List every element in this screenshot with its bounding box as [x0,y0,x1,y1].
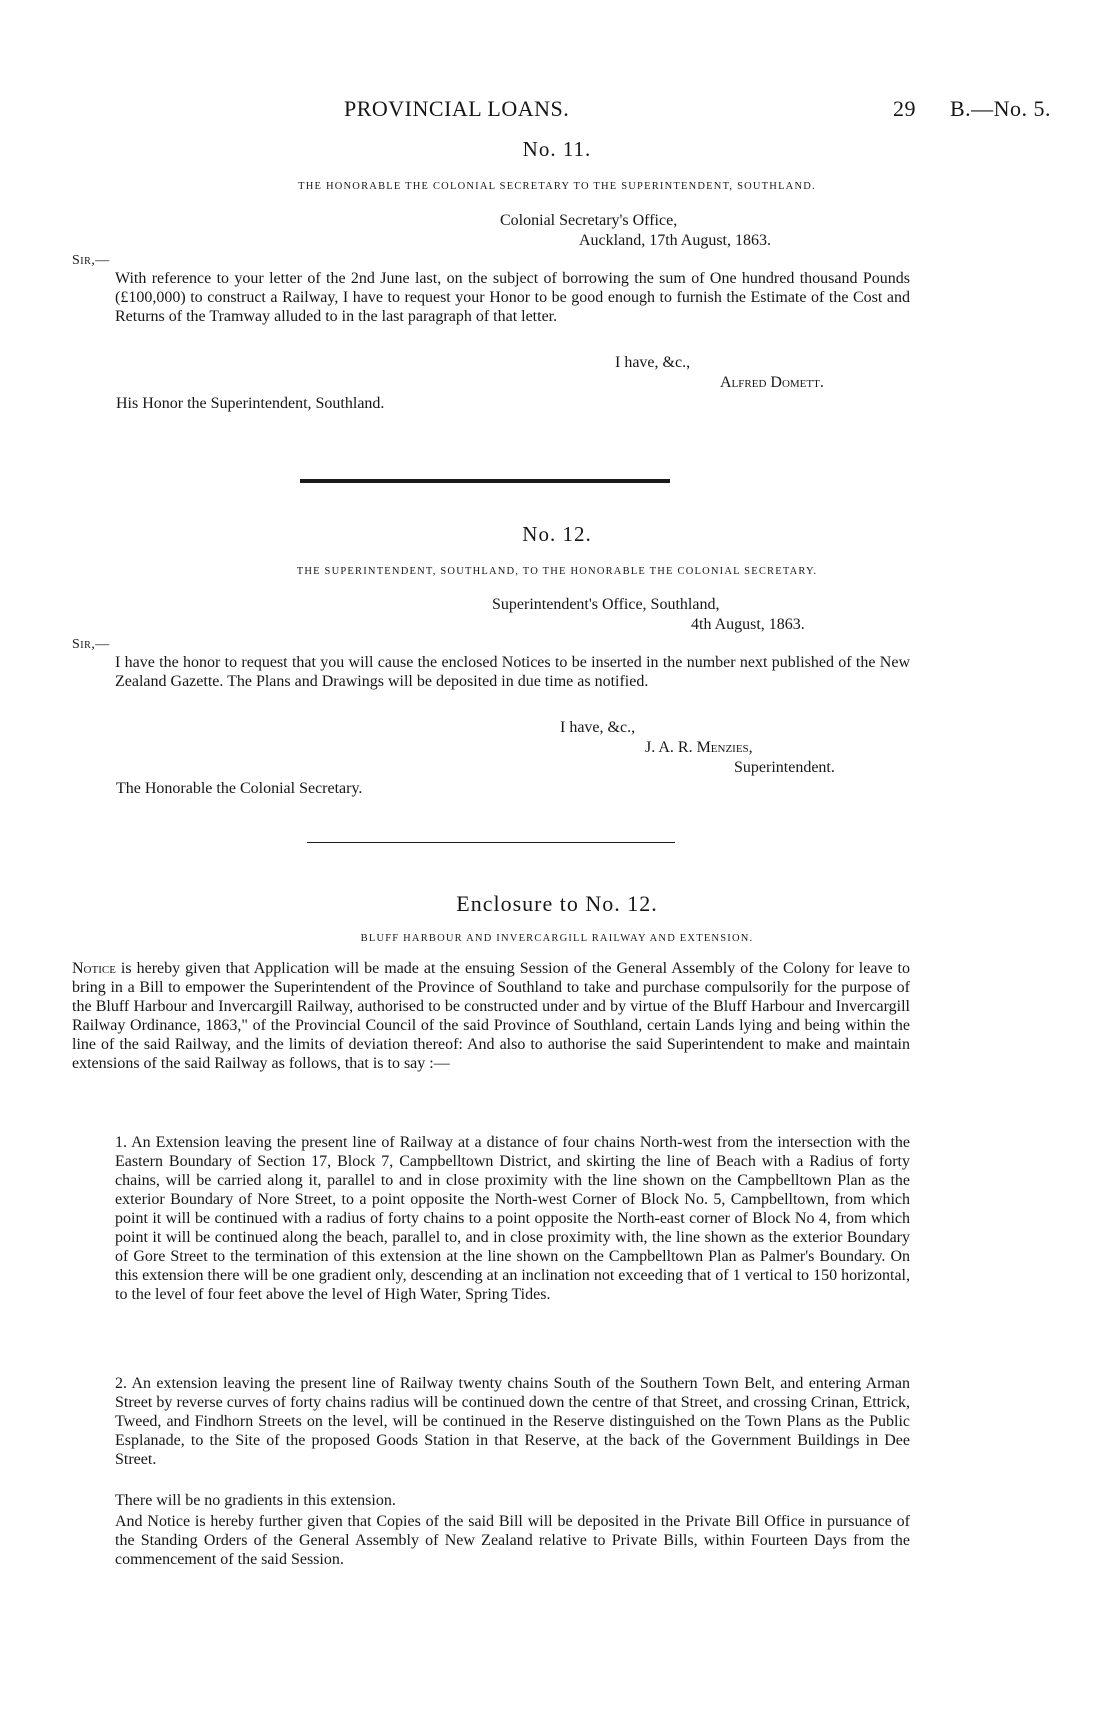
enclosure-caption: BLUFF HARBOUR AND INVERCARGILL RAILWAY AND EXTENSION. [360,933,754,944]
addressee: The Honorable the Colonial Secretary. [116,780,363,797]
signature-title: Superintendent. [734,759,835,776]
closing: I have, &c., [560,719,636,736]
enclosure-title: Enclosure to No. 12. [456,891,658,916]
extension-item-2: 2. An extension leaving the present line of Railway twenty chains South of the Southern Town Belt, and entering Arman Street by reverse curves of forty chains radius will be continued down the centre of that Street, and crossing Crinan, Ettrick, Tweed, and Findhorn Streets on the level, will be continued in the Reserve distinguished on the Town Plans as the Public Esplanade, to the Site of the proposed Goods Station in that Reserve, at the back of the Government Buildings in Dee Street. [115,1375,910,1468]
sender-office: Colonial Secretary's Office, [500,212,678,229]
letter-number: No. 12. [522,522,592,546]
closing: I have, &c., [615,354,691,371]
letter-caption: THE HONORABLE THE COLONIAL SECRETARY TO THE SUPERINTENDENT, SOUTHLAND. [298,181,816,192]
letter-caption: THE SUPERINTENDENT, SOUTHLAND, TO THE HONORABLE THE COLONIAL SECRETARY. [296,566,818,577]
letter-date: Auckland, 17th August, 1863. [579,232,771,249]
section-divider-thick [300,479,670,483]
notice-lead: Notice [72,960,116,977]
addressee: His Honor the Superintendent, Southland. [116,395,385,412]
extension-item-1: 1. An Extension leaving the present line of Railway at a distance of four chains North-west from the intersection with the Eastern Boundary of Section 17, Block 7, Campbelltown District, and skirting the line of Beach with a Radius of forty chains, will be carried along it, parallel to and in close proximity with the line shown on the Campbelltown Plan as the exterior Boundary of Nore Street, to a point opposite the North-west Corner of Block No. 5, Campbelltown, from which point it will be continued with a radius of forty chains to a point opposite the North-east corner of Block No 4, from which point it will be continued along the beach, parallel to, and in close proximity with, the line shown as the exterior Boundary of Gore Street to the termination of this extension at the line shown on the Campbelltown Plan as Palmer's Boundary. On this extension there will be one gradient only, descending at an inclination not exceeding that of 1 vertical to 150 horizontal, to the level of four feet above the level of High Water, Spring Tides. [115,1134,910,1303]
letter-body: I have the honor to request that you will cause the enclosed Notices to be inserted in the number next published of the New Zealand Gazette. The Plans and Drawings will be deposited in due time as notified. [115,654,910,690]
salutation: Sir,— [72,253,110,268]
sender-office: Superintendent's Office, Southland, [492,596,720,613]
signature: J. A. R. Menzies, [645,739,753,756]
no-gradients-note: There will be no gradients in this extension. [115,1492,396,1509]
paper-reference: B.—No. 5. [950,96,1052,121]
letter-body: With reference to your letter of the 2nd June last, on the subject of borrowing the sum of One hundred thousand Pounds (£100,000) to construct a Railway, I have to request your Honor to be good enough to furnish the Estimate of the Cost and Returns of the Tramway alluded to in the last paragraph of that letter. [115,270,910,325]
notice-paragraph: Notice is hereby given that Application will be made at the ensuing Session of the General Assembly of the Colony for leave to bring in a Bill to empower the Superintendent of the Province of Southland to take and purchase compulsorily for the purpose of the Bluff Harbour and Invercargill Railway, authorised to be constructed under and by virtue of the Bluff Harbour and Invercargill Railway Ordinance, 1863," of the Provincial Council of the said Province of Southland, certain Lands lying and being within the line of the said Railway, and the limits of deviation thereof: And also to authorise the said Superintendent to make and maintain extensions of the said Railway as follows, that is to say :— [72,960,910,1072]
letter-date: 4th August, 1863. [691,616,805,633]
page-header-title: PROVINCIAL LOANS. [344,96,570,121]
page-number: 29 [893,96,916,121]
salutation: Sir,— [72,637,110,652]
letter-number: No. 11. [522,137,592,161]
section-divider-thin [307,842,675,843]
further-notice: And Notice is hereby further given that Copies of the said Bill will be deposited in the Private Bill Office in pursuance of the Standing Orders of the General Assembly of New Zealand relative to Private Bills, within Fourteen Days from the commencement of the said Session. [115,1513,910,1568]
signature: Alfred Domett. [720,374,824,391]
